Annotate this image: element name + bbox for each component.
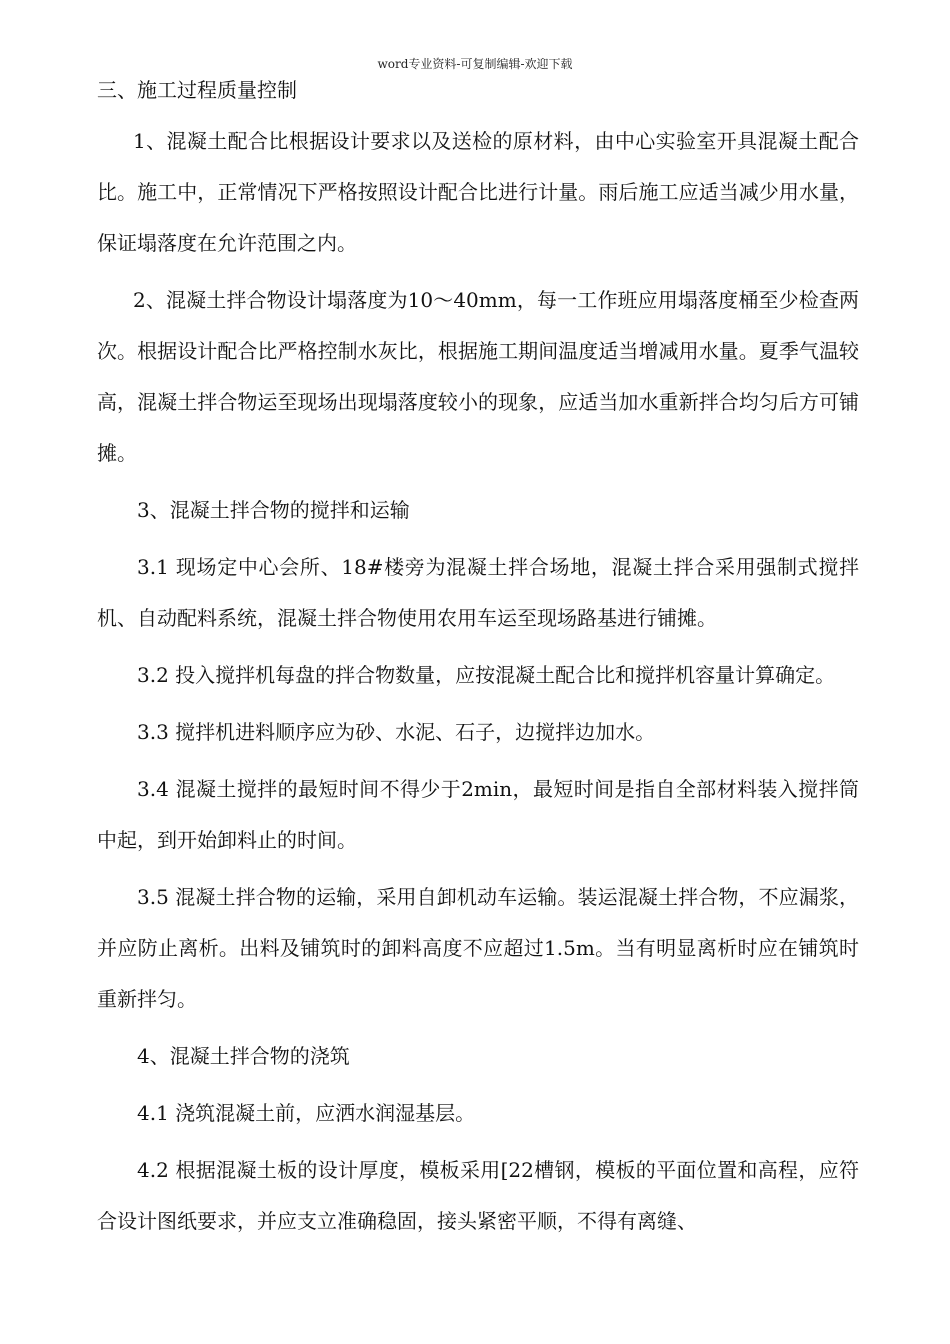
document-header-note: word专业资料-可复制编辑-欢迎下载 bbox=[377, 57, 573, 71]
paragraph-3-2: 3.2 投入搅拌机每盘的拌合物数量，应按混凝土配合比和搅拌机容量计算确定。 bbox=[137, 663, 836, 687]
paragraph-4-heading: 4、混凝土拌合物的浇筑 bbox=[137, 1044, 350, 1068]
paragraph-4-1: 4.1 浇筑混凝土前，应洒水润湿基层。 bbox=[137, 1101, 476, 1125]
paragraph-1: 1、混凝土配合比根据设计要求以及送检的原材料，由中心实验室开具混凝土配合比。施工中，正常情况下严格按照设计配合比进行计量。雨后施工应适当减少用水量，保证塌落度在允许范围之内。 bbox=[97, 129, 859, 255]
paragraph-3-heading: 3、混凝土拌合物的搅拌和运输 bbox=[137, 498, 410, 522]
paragraph-2: 2、混凝土拌合物设计塌落度为10～40mm，每一工作班应用塌落度桶至少检查两次。根据设计配合比严格控制水灰比，根据施工期间温度适当增减用水量。夏季气温较高，混凝土拌合物运至现场出现塌落度较小的现象，应适当加水重新拌合均匀后方可铺摊。 bbox=[97, 288, 859, 465]
paragraph-3-1: 3.1 现场定中心会所、18#楼旁为混凝土拌合场地，混凝土拌合采用强制式搅拌机、自动配料系统，混凝土拌合物使用农用车运至现场路基进行铺摊。 bbox=[97, 555, 859, 630]
document-body bbox=[97, 70, 859, 1253]
paragraph-3-3: 3.3 搅拌机进料顺序应为砂、水泥、石子，边搅拌边加水。 bbox=[137, 720, 656, 744]
paragraph-3-5: 3.5 混凝土拌合物的运输，采用自卸机动车运输。装运混凝土拌合物，不应漏浆，并应防止离析。出料及铺筑时的卸料高度不应超过1.5m。当有明显离析时应在铺筑时重新拌匀。 bbox=[97, 885, 859, 1011]
paragraph-3-4: 3.4 混凝土搅拌的最短时间不得少于2min，最短时间是指自全部材料装入搅拌筒中起，到开始卸料止的时间。 bbox=[97, 777, 859, 852]
section-title: 三、施工过程质量控制 bbox=[97, 78, 297, 102]
paragraph-4-2: 4.2 根据混凝土板的设计厚度，模板采用[22槽钢，模板的平面位置和高程，应符合设计图纸要求，并应支立准确稳固，接头紧密平顺，不得有离缝、 bbox=[97, 1158, 859, 1233]
